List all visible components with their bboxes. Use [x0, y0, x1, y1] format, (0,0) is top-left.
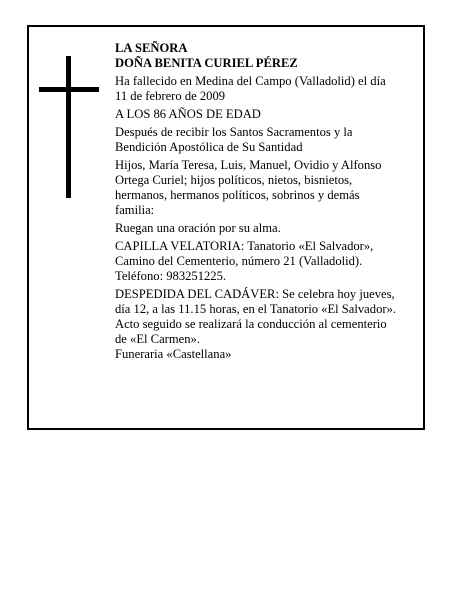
chapel-line-2: Camino del Cementerio, número 21 (Valladolid).: [115, 254, 363, 268]
age-line: A LOS 86 AÑOS DE EDAD: [115, 107, 261, 121]
death-line-2: 11 de febrero de 2009: [115, 89, 226, 103]
obituary-notice: [27, 25, 425, 430]
farewell-line-3: Acto seguido se realizará la conducción al cementerio: [115, 317, 387, 331]
chapel-line-3: Teléfono: 983251225.: [115, 269, 227, 283]
farewell-line-2: día 12, a las 11.15 horas, en el Tanatorio «El Salvador».: [115, 302, 397, 316]
prayer-line: Ruegan una oración por su alma.: [115, 221, 281, 235]
death-line-1: Ha fallecido en Medina del Campo (Valladolid) el día: [115, 74, 386, 88]
cross-horizontal-bar: [39, 87, 99, 92]
chapel-line-1: CAPILLA VELATORIA: Tanatorio «El Salvador»,: [115, 239, 374, 253]
cross-icon: [39, 56, 99, 198]
sacraments-line-1: Después de recibir los Santos Sacramentos y la: [115, 125, 353, 139]
family-line-3: hermanos, hermanos políticos, sobrinos y demás: [115, 188, 360, 202]
notice-header: LA SEÑORA: [115, 41, 188, 55]
notice-text: [115, 41, 423, 362]
farewell-line-1: DESPEDIDA DEL CADÁVER: Se celebra hoy jueves,: [115, 287, 395, 301]
farewell-line-4: de «El Carmen».: [115, 332, 200, 346]
sacraments-line-2: Bendición Apostólica de Su Santidad: [115, 140, 303, 154]
family-line-1: Hijos, María Teresa, Luis, Manuel, Ovidio y Alfonso: [115, 158, 382, 172]
cross-vertical-bar: [66, 56, 71, 198]
family-line-2: Ortega Curiel; hijos políticos, nietos, bisnietos,: [115, 173, 353, 187]
deceased-name: DOÑA BENITA CURIEL PÉREZ: [115, 56, 298, 70]
funeral-home: Funeraria «Castellana»: [115, 347, 232, 361]
family-line-4: familia:: [115, 203, 155, 217]
